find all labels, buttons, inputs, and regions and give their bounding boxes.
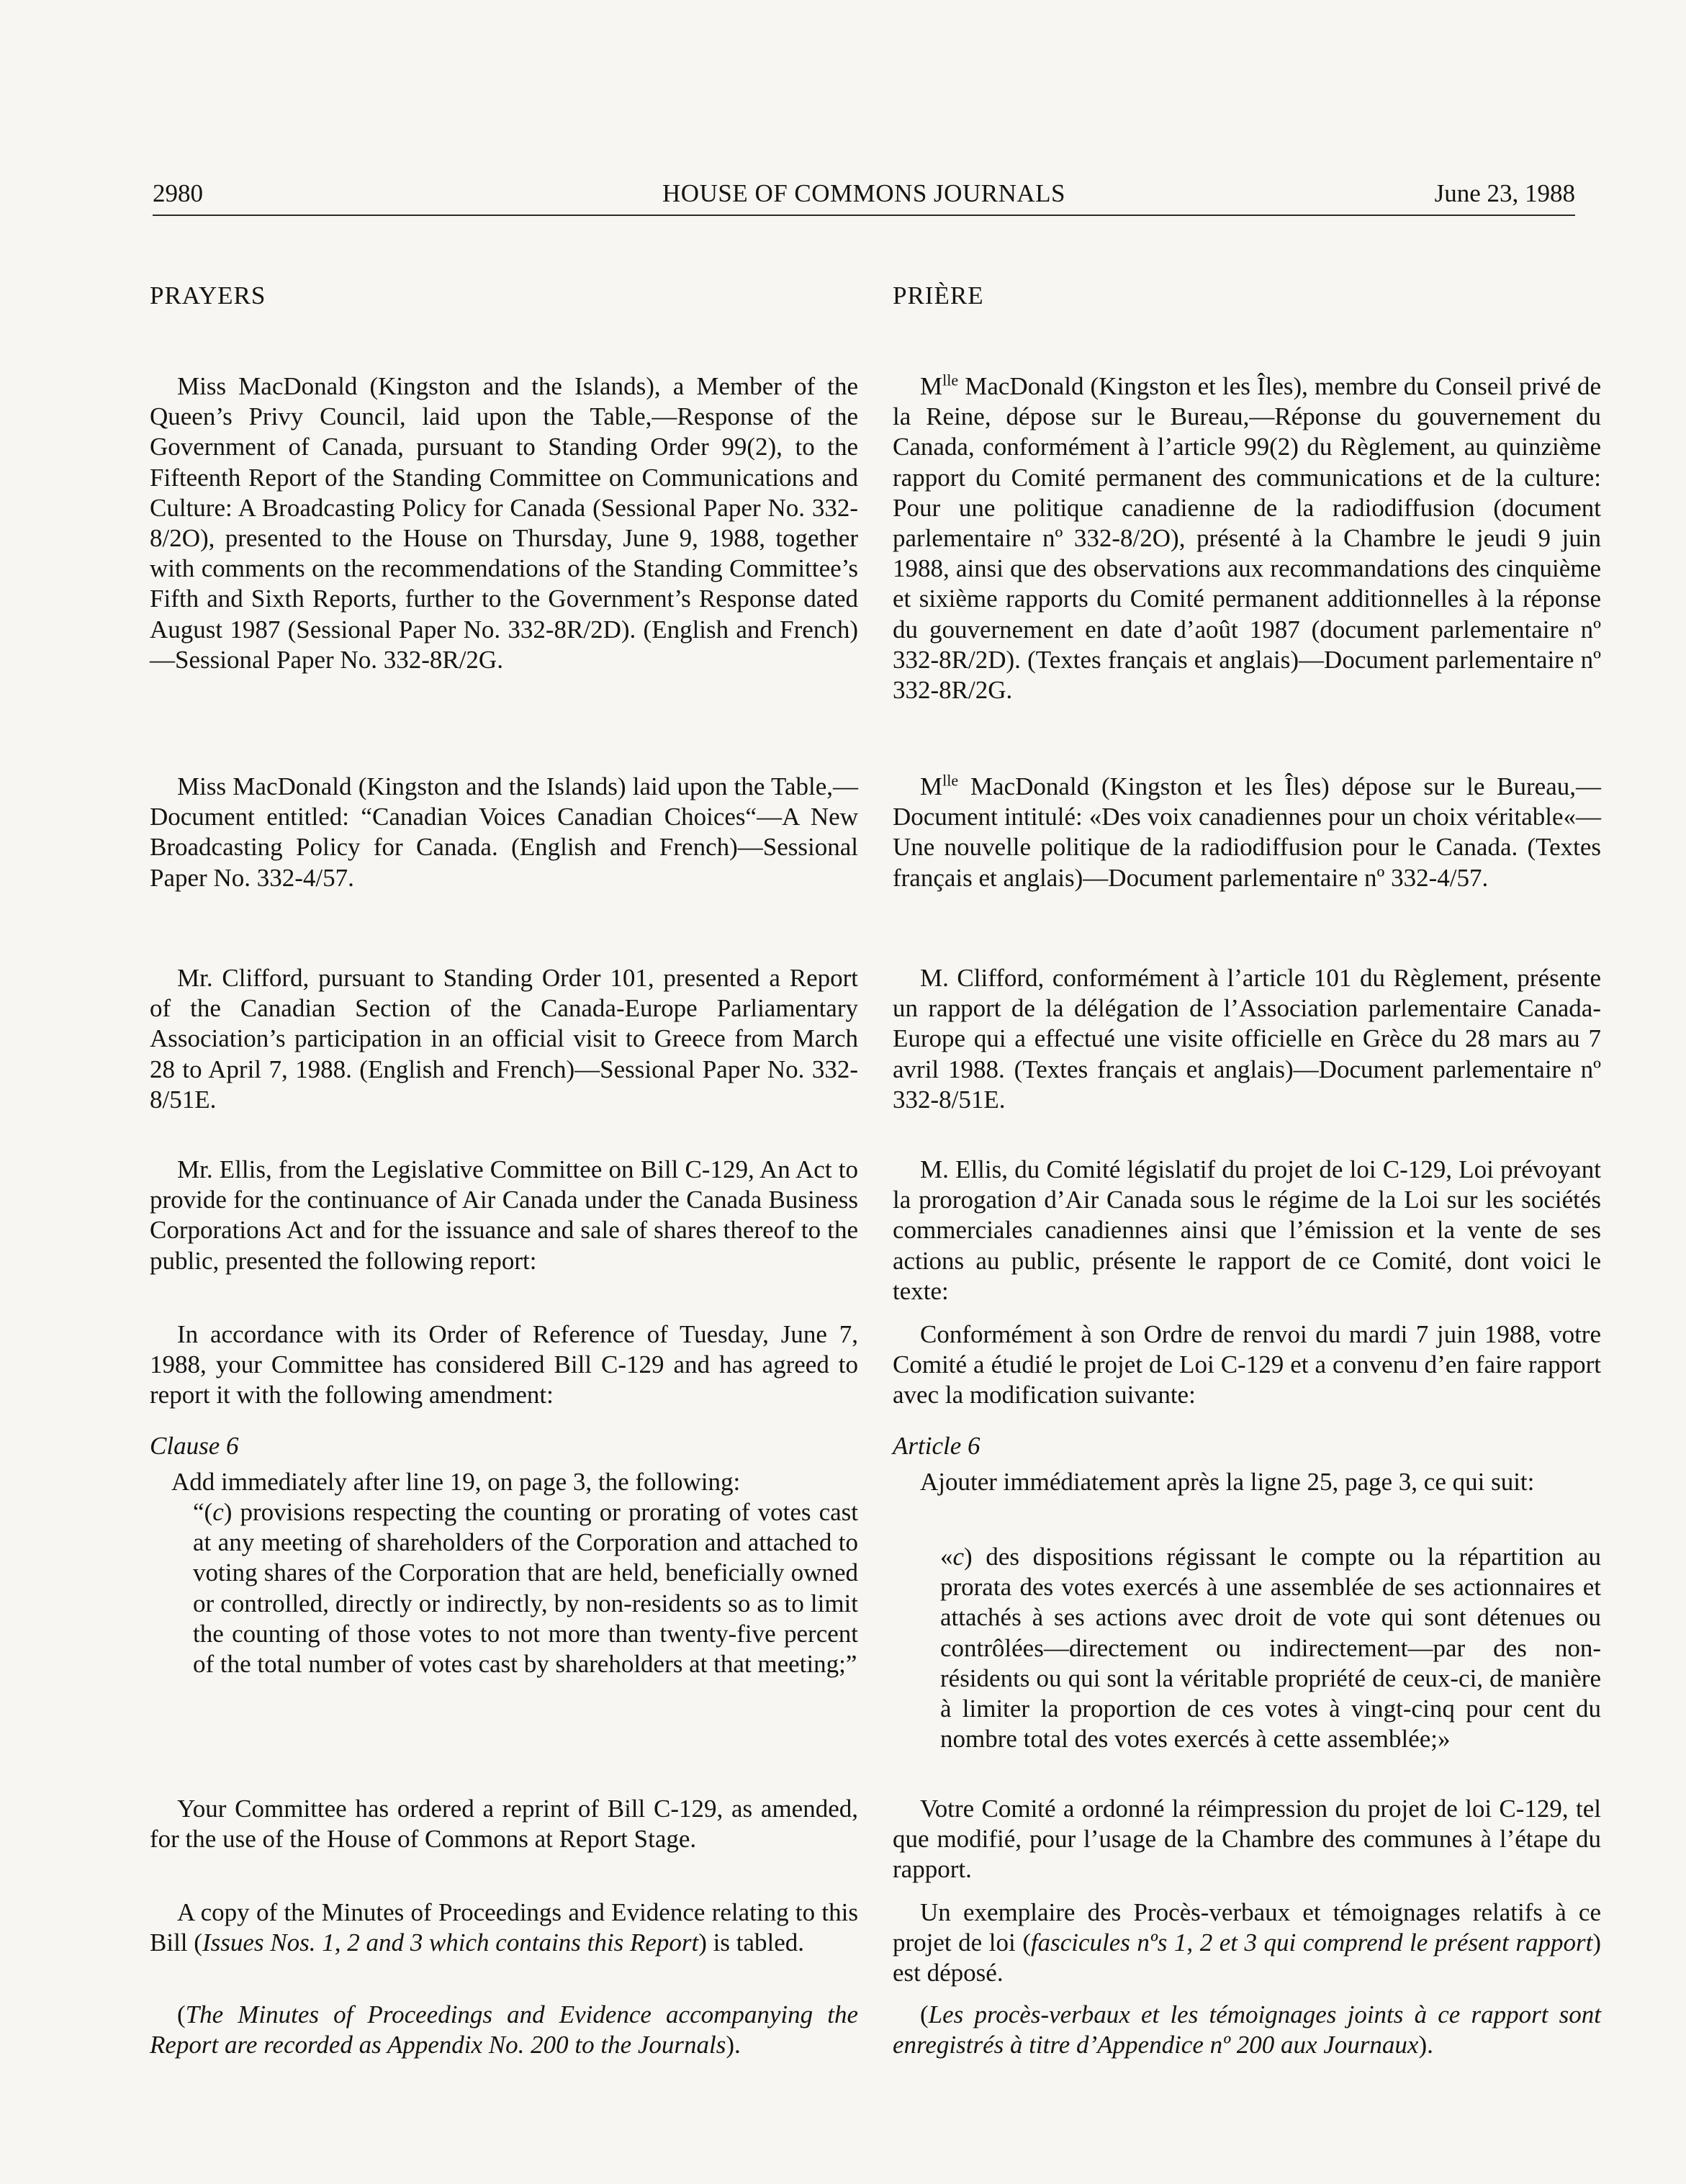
french-clause-heading: Article 6 — [893, 1432, 981, 1460]
french-minutes-paragraph: Un exemplaire des Procès-verbaux et témoignages relatifs à ce projet de loi (fascicules nºs 1, 2 et 3 qui comprend le présent rapport) est déposé. — [893, 1898, 1601, 1987]
english-clause-heading: Clause 6 — [150, 1432, 239, 1460]
french-amendment-intro: Ajouter immédiatement après la ligne 25, page 3, ce qui suit: — [920, 1468, 1535, 1496]
french-clifford-paragraph: M. Clifford, conformément à l’article 101 du Règlement, présente un rapport de la délégation de l’Association parlementaire Canada-Europe qui a effectué une visite officielle en Grèce du 28 mars au 7 avril 1988. (Textes français et anglais)—Document parlementaire nº 332-8/51E. — [893, 964, 1601, 1114]
french-heading: PRIÈRE — [893, 281, 984, 310]
french-reference-paragraph: Conformément à son Ordre de renvoi du mardi 7 juin 1988, votre Comité a étudié le projet de Loi C-129 et a convenu d’en faire rapport avec la modification suivante: — [893, 1320, 1601, 1409]
french-amendment-text: «c) des dispositions régissant le compte ou la répartition au prorata des votes exercés à une assemblée de ses actionnaires et attachés à ses actions avec droit de vote qui sont détenues ou contrôlées—directement ou indirectement—par des non-résidents ou qui sont la véritable propriété de ceux-ci, de manière à limiter la proportion de ces votes à vingt-cinq pour cent du nombre total des votes exercés à cette assemblée;» — [940, 1543, 1601, 1754]
english-amendment-text: “(c) provisions respecting the counting or prorating of votes cast at any meeting of shareholders of the Corporation and attached to voting shares of the Corporation that are held, beneficially owned or controlled, directly or indirectly, by non-residents so as to limit the counting of those votes to not more than twenty-five percent of the total number of votes cast by shareholders at that meeting;” — [193, 1498, 858, 1679]
english-prayer-paragraph: Miss MacDonald (Kingston and the Islands), a Member of the Queen’s Privy Council, laid upon the Table,—Response of the Government of Canada, pursuant to Standing Order 99(2), to the Fifteenth Report of the Standing Committee on Communications and Culture: A Broadcasting Policy for Canada (Sessional Paper No. 332-8/2O), presented to the House on Thursday, June 9, 1988, together with comments on the recommendations of the Standing Committee’s Fifth and Sixth Reports, further to the Government’s Response dated August 1987 (Sessional Paper No. 332-8R/2D). (English and French)—Sessional Paper No. 332-8R/2G. — [150, 372, 858, 674]
french-ellis-paragraph: M. Ellis, du Comité législatif du projet de loi C-129, Loi prévoyant la prorogation d’Air Canada sous le régime de la Loi sur les sociétés commerciales canadiennes ainsi que l’émission et la vente de ses actions au public, présente le rapport de ce Comité, dont voici le texte: — [893, 1155, 1601, 1305]
english-appendix-note: (The Minutes of Proceedings and Evidence accompanying the Report are recorded as Appendix No. 200 to the Journals). — [150, 2000, 858, 2059]
french-prayer-paragraph: $M^{lle}$ MacDonald (Kingston et les Îles), membre du Conseil privé de la Reine, dépose sur le Bureau,—Réponse du gouvernement du Canada, conformément à l’article 99(2) du Règlement, au quinzième rapport du Comité permanent des communications et de la culture: Pour une politique canadienne de la radiodiffusion (document parlementaire nº 332-8/2O), présenté à la Chambre le jeudi 9 juin 1988, ainsi que des observations aux recommandations des cinquième et sixième rapports du Comité permanent additionnelles à la réponse du gouvernement en date d’août 1987 (document parlementaire nº 332-8R/2D). (Textes français et anglais)—Document parlementaire nº 332-8R/2G. — [893, 371, 1601, 705]
journal-date: June 23, 1988 — [1434, 179, 1575, 207]
english-heading: PRAYERS — [150, 281, 266, 310]
french-appendix-note: (Les procès-verbaux et les témoignages joints à ce rapport sont enregistrés à titre d’Appendice nº 200 aux Journaux). — [893, 2000, 1601, 2059]
page-number: 2980 — [153, 179, 203, 207]
english-reference-paragraph: In accordance with its Order of Reference of Tuesday, June 7, 1988, your Committee has considered Bill C-129 and has agreed to report it with the following amendment: — [150, 1320, 858, 1409]
french-broadcasting-paragraph: $M^{lle}$ MacDonald (Kingston et les Îles) dépose sur le Bureau,—Document intitulé: «Des voix canadiennes pour un choix véritable«—Une nouvelle politique de la radiodiffusion pour le Canada. (Textes français et anglais)—Document parlementaire nº 332-4/57. — [893, 771, 1601, 892]
page-header — [153, 179, 1575, 216]
english-minutes-paragraph: A copy of the Minutes of Proceedings and Evidence relating to this Bill (Issues Nos. 1, 2 and 3 which contains this Report) is tabled. — [150, 1898, 858, 1957]
french-reprint-paragraph: Votre Comité a ordonné la réimpression du projet de loi C-129, tel que modifié, pour l’usage de la Chambre des communes à l’étape du rapport. — [893, 1795, 1601, 1884]
english-reprint-paragraph: Your Committee has ordered a reprint of Bill C-129, as amended, for the use of the House of Commons at Report Stage. — [150, 1795, 858, 1854]
journal-title: HOUSE OF COMMONS JOURNALS — [662, 179, 1065, 207]
english-broadcasting-paragraph: Miss MacDonald (Kingston and the Islands) laid upon the Table,—Document entitled: “Canadian Voices Canadian Choices“—A New Broadcasting Policy for Canada. (English and French)—Sessional Paper No. 332-4/57. — [150, 772, 858, 892]
english-amendment-intro: Add immediately after line 19, on page 3, the following: — [171, 1468, 741, 1496]
english-clifford-paragraph: Mr. Clifford, pursuant to Standing Order 101, presented a Report of the Canadian Section of the Canada-Europe Parliamentary Association’s participation in an official visit to Greece from March 28 to April 7, 1988. (English and French)—Sessional Paper No. 332-8/51E. — [150, 964, 858, 1114]
english-ellis-paragraph: Mr. Ellis, from the Legislative Committee on Bill C-129, An Act to provide for the continuance of Air Canada under the Canada Business Corporations Act and for the issuance and sale of shares thereof to the public, presented the following report: — [150, 1155, 858, 1275]
